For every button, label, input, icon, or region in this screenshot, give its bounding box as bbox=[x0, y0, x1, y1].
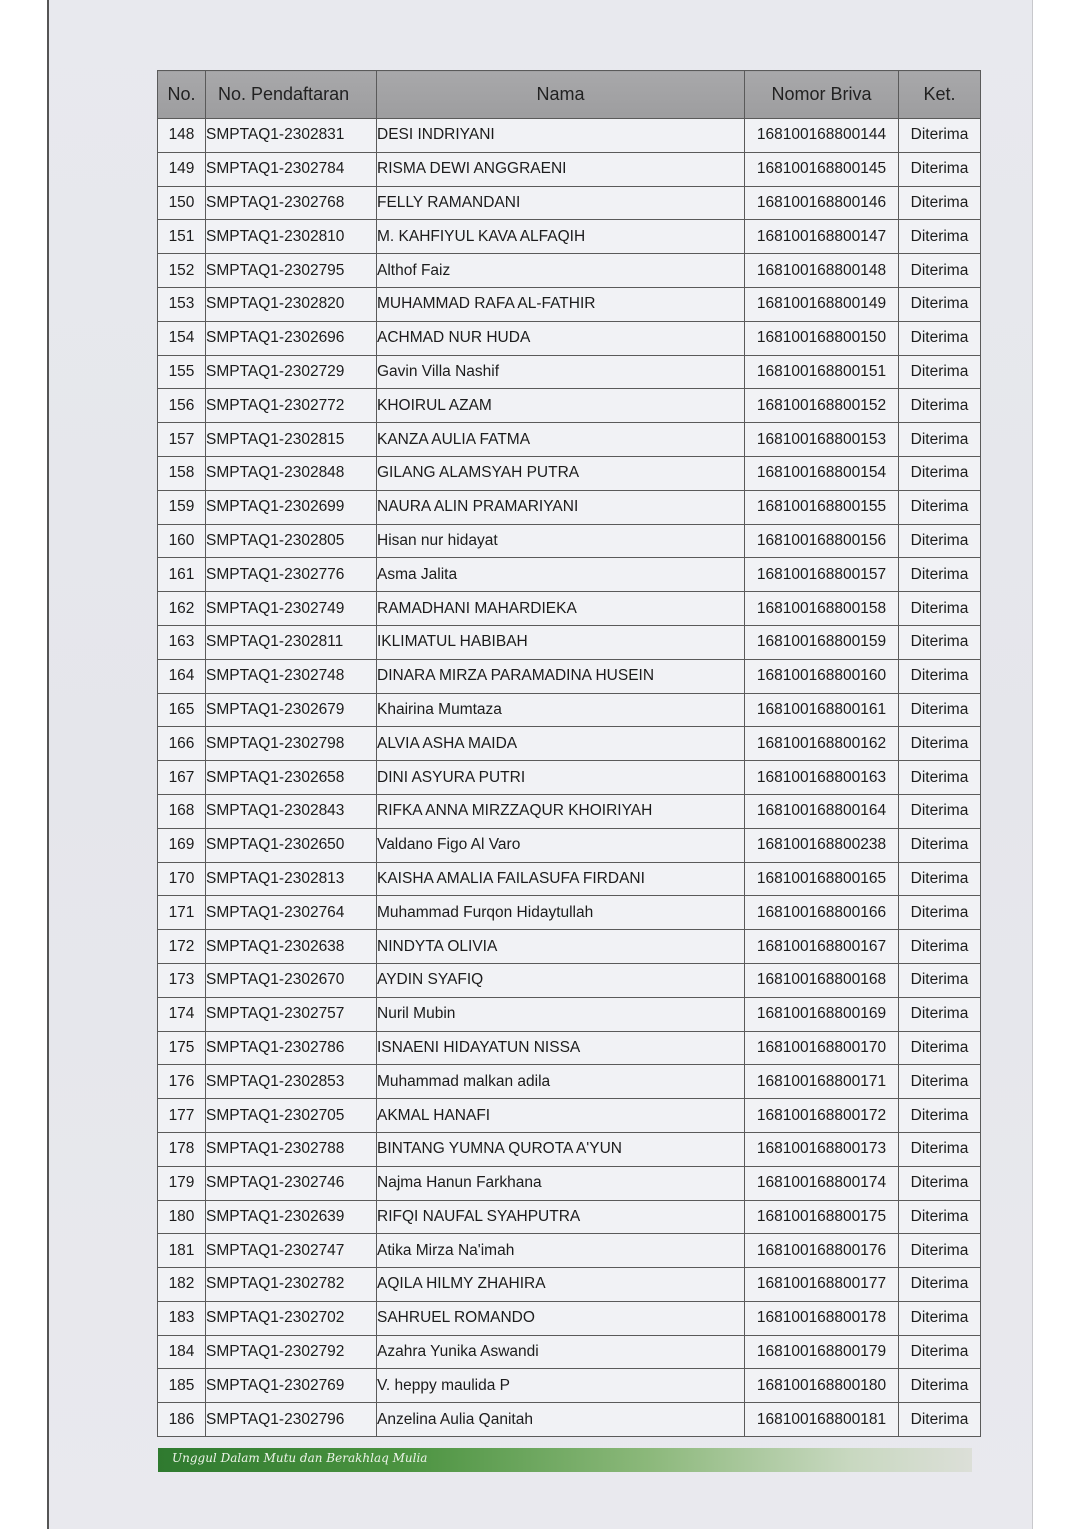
table-row bbox=[158, 152, 981, 186]
registration-number: SMPTAQ1-2302679 bbox=[206, 693, 377, 727]
table-row bbox=[158, 287, 981, 321]
student-name: MUHAMMAD RAFA AL-FATHIR bbox=[377, 287, 745, 321]
row-number: 149 bbox=[158, 152, 206, 186]
row-number: 165 bbox=[158, 693, 206, 727]
table-row bbox=[158, 1031, 981, 1065]
scan-left-margin bbox=[0, 0, 48, 1529]
admission-status: Diterima bbox=[899, 119, 981, 153]
table-row bbox=[158, 997, 981, 1031]
row-number: 167 bbox=[158, 761, 206, 795]
admission-status: Diterima bbox=[899, 896, 981, 930]
briva-number: 168100168800171 bbox=[745, 1065, 899, 1099]
briva-number: 168100168800178 bbox=[745, 1301, 899, 1335]
student-name: RISMA DEWI ANGGRAENI bbox=[377, 152, 745, 186]
registration-number: SMPTAQ1-2302788 bbox=[206, 1132, 377, 1166]
row-number: 164 bbox=[158, 659, 206, 693]
student-name: Atika Mirza Na'imah bbox=[377, 1234, 745, 1268]
row-number: 148 bbox=[158, 119, 206, 153]
admission-status: Diterima bbox=[899, 1335, 981, 1369]
registration-number: SMPTAQ1-2302705 bbox=[206, 1099, 377, 1133]
registration-number: SMPTAQ1-2302848 bbox=[206, 456, 377, 490]
registration-number: SMPTAQ1-2302786 bbox=[206, 1031, 377, 1065]
table-row bbox=[158, 1166, 981, 1200]
admission-status: Diterima bbox=[899, 186, 981, 220]
student-name: BINTANG YUMNA QUROTA A'YUN bbox=[377, 1132, 745, 1166]
admission-status: Diterima bbox=[899, 1301, 981, 1335]
briva-number: 168100168800169 bbox=[745, 997, 899, 1031]
admission-status: Diterima bbox=[899, 1031, 981, 1065]
registration-number: SMPTAQ1-2302702 bbox=[206, 1301, 377, 1335]
briva-number: 168100168800146 bbox=[745, 186, 899, 220]
student-name: ALVIA ASHA MAIDA bbox=[377, 727, 745, 761]
table-row bbox=[158, 490, 981, 524]
scan-right-edge bbox=[1032, 0, 1033, 1529]
table-row bbox=[158, 693, 981, 727]
row-number: 172 bbox=[158, 930, 206, 964]
student-name: DINI ASYURA PUTRI bbox=[377, 761, 745, 795]
row-number: 157 bbox=[158, 423, 206, 457]
row-number: 153 bbox=[158, 287, 206, 321]
admission-status: Diterima bbox=[899, 659, 981, 693]
briva-number: 168100168800165 bbox=[745, 862, 899, 896]
student-name: Muhammad malkan adila bbox=[377, 1065, 745, 1099]
admission-status: Diterima bbox=[899, 287, 981, 321]
table-row bbox=[158, 423, 981, 457]
header-name: Nama bbox=[377, 71, 745, 119]
registration-number: SMPTAQ1-2302782 bbox=[206, 1268, 377, 1302]
row-number: 180 bbox=[158, 1200, 206, 1234]
row-number: 152 bbox=[158, 254, 206, 288]
footer-banner bbox=[158, 1448, 972, 1472]
briva-number: 168100168800147 bbox=[745, 220, 899, 254]
row-number: 150 bbox=[158, 186, 206, 220]
admission-status: Diterima bbox=[899, 558, 981, 592]
table-row bbox=[158, 727, 981, 761]
briva-number: 168100168800151 bbox=[745, 355, 899, 389]
admission-status: Diterima bbox=[899, 1166, 981, 1200]
student-name: AYDIN SYAFIQ bbox=[377, 963, 745, 997]
briva-number: 168100168800157 bbox=[745, 558, 899, 592]
briva-number: 168100168800158 bbox=[745, 592, 899, 626]
student-name: Muhammad Furqon Hidaytullah bbox=[377, 896, 745, 930]
admission-status: Diterima bbox=[899, 254, 981, 288]
registration-number: SMPTAQ1-2302769 bbox=[206, 1369, 377, 1403]
table-body bbox=[158, 119, 981, 1437]
table-row bbox=[158, 220, 981, 254]
row-number: 184 bbox=[158, 1335, 206, 1369]
table-row bbox=[158, 119, 981, 153]
registration-number: SMPTAQ1-2302798 bbox=[206, 727, 377, 761]
admission-status: Diterima bbox=[899, 524, 981, 558]
table-row bbox=[158, 625, 981, 659]
briva-number: 168100168800149 bbox=[745, 287, 899, 321]
admission-status: Diterima bbox=[899, 1132, 981, 1166]
table-row bbox=[158, 1403, 981, 1437]
row-number: 178 bbox=[158, 1132, 206, 1166]
footer-motto: Unggul Dalam Mutu dan Berakhlaq Mulia bbox=[172, 1451, 428, 1465]
registration-number: SMPTAQ1-2302796 bbox=[206, 1403, 377, 1437]
row-number: 182 bbox=[158, 1268, 206, 1302]
table-row bbox=[158, 592, 981, 626]
admission-status: Diterima bbox=[899, 963, 981, 997]
row-number: 175 bbox=[158, 1031, 206, 1065]
registration-number: SMPTAQ1-2302749 bbox=[206, 592, 377, 626]
table-row bbox=[158, 1301, 981, 1335]
header-briva: Nomor Briva bbox=[745, 71, 899, 119]
table-row bbox=[158, 659, 981, 693]
briva-number: 168100168800179 bbox=[745, 1335, 899, 1369]
student-name: AKMAL HANAFI bbox=[377, 1099, 745, 1133]
briva-number: 168100168800162 bbox=[745, 727, 899, 761]
registration-number: SMPTAQ1-2302638 bbox=[206, 930, 377, 964]
admission-status: Diterima bbox=[899, 997, 981, 1031]
briva-number: 168100168800174 bbox=[745, 1166, 899, 1200]
row-number: 179 bbox=[158, 1166, 206, 1200]
table-header-row bbox=[158, 71, 981, 119]
briva-number: 168100168800173 bbox=[745, 1132, 899, 1166]
admission-status: Diterima bbox=[899, 490, 981, 524]
registration-number: SMPTAQ1-2302747 bbox=[206, 1234, 377, 1268]
student-name: V. heppy maulida P bbox=[377, 1369, 745, 1403]
student-name: Nuril Mubin bbox=[377, 997, 745, 1031]
student-name: RIFKA ANNA MIRZZAQUR KHOIRIYAH bbox=[377, 794, 745, 828]
student-name: Valdano Figo Al Varo bbox=[377, 828, 745, 862]
table-row bbox=[158, 862, 981, 896]
table-row bbox=[158, 254, 981, 288]
student-name: GILANG ALAMSYAH PUTRA bbox=[377, 456, 745, 490]
registration-number: SMPTAQ1-2302776 bbox=[206, 558, 377, 592]
registration-number: SMPTAQ1-2302811 bbox=[206, 625, 377, 659]
registration-number: SMPTAQ1-2302810 bbox=[206, 220, 377, 254]
student-name: FELLY RAMANDANI bbox=[377, 186, 745, 220]
row-number: 154 bbox=[158, 321, 206, 355]
row-number: 174 bbox=[158, 997, 206, 1031]
student-name: NINDYTA OLIVIA bbox=[377, 930, 745, 964]
admission-status: Diterima bbox=[899, 423, 981, 457]
briva-number: 168100168800180 bbox=[745, 1369, 899, 1403]
table-row bbox=[158, 558, 981, 592]
registration-number: SMPTAQ1-2302813 bbox=[206, 862, 377, 896]
registration-number: SMPTAQ1-2302746 bbox=[206, 1166, 377, 1200]
briva-number: 168100168800160 bbox=[745, 659, 899, 693]
briva-number: 168100168800154 bbox=[745, 456, 899, 490]
registration-number: SMPTAQ1-2302748 bbox=[206, 659, 377, 693]
registration-number: SMPTAQ1-2302843 bbox=[206, 794, 377, 828]
student-name: NAURA ALIN PRAMARIYANI bbox=[377, 490, 745, 524]
registration-number: SMPTAQ1-2302792 bbox=[206, 1335, 377, 1369]
student-name: SAHRUEL ROMANDO bbox=[377, 1301, 745, 1335]
row-number: 181 bbox=[158, 1234, 206, 1268]
table-row bbox=[158, 355, 981, 389]
table-row bbox=[158, 828, 981, 862]
briva-number: 168100168800148 bbox=[745, 254, 899, 288]
admission-status: Diterima bbox=[899, 1200, 981, 1234]
registration-number: SMPTAQ1-2302853 bbox=[206, 1065, 377, 1099]
row-number: 170 bbox=[158, 862, 206, 896]
table-row bbox=[158, 1200, 981, 1234]
briva-number: 168100168800177 bbox=[745, 1268, 899, 1302]
admission-status: Diterima bbox=[899, 1099, 981, 1133]
admission-status: Diterima bbox=[899, 152, 981, 186]
student-name: AQILA HILMY ZHAHIRA bbox=[377, 1268, 745, 1302]
student-name: IKLIMATUL HABIBAH bbox=[377, 625, 745, 659]
briva-number: 168100168800170 bbox=[745, 1031, 899, 1065]
table-row bbox=[158, 963, 981, 997]
row-number: 177 bbox=[158, 1099, 206, 1133]
admission-status: Diterima bbox=[899, 761, 981, 795]
student-name: RIFQI NAUFAL SYAHPUTRA bbox=[377, 1200, 745, 1234]
student-name: Azahra Yunika Aswandi bbox=[377, 1335, 745, 1369]
admission-status: Diterima bbox=[899, 1369, 981, 1403]
briva-number: 168100168800181 bbox=[745, 1403, 899, 1437]
row-number: 158 bbox=[158, 456, 206, 490]
briva-number: 168100168800168 bbox=[745, 963, 899, 997]
registration-number: SMPTAQ1-2302757 bbox=[206, 997, 377, 1031]
briva-number: 168100168800166 bbox=[745, 896, 899, 930]
admission-status: Diterima bbox=[899, 220, 981, 254]
table-row bbox=[158, 186, 981, 220]
student-name: Anzelina Aulia Qanitah bbox=[377, 1403, 745, 1437]
registration-number: SMPTAQ1-2302670 bbox=[206, 963, 377, 997]
student-name: KAISHA AMALIA FAILASUFA FIRDANI bbox=[377, 862, 745, 896]
student-name: Althof Faiz bbox=[377, 254, 745, 288]
student-name: KANZA AULIA FATMA bbox=[377, 423, 745, 457]
table-row bbox=[158, 896, 981, 930]
row-number: 176 bbox=[158, 1065, 206, 1099]
row-number: 166 bbox=[158, 727, 206, 761]
briva-number: 168100168800238 bbox=[745, 828, 899, 862]
table-row bbox=[158, 930, 981, 964]
briva-number: 168100168800176 bbox=[745, 1234, 899, 1268]
header-no: No. bbox=[158, 71, 206, 119]
row-number: 183 bbox=[158, 1301, 206, 1335]
registration-number: SMPTAQ1-2302729 bbox=[206, 355, 377, 389]
row-number: 160 bbox=[158, 524, 206, 558]
briva-number: 168100168800150 bbox=[745, 321, 899, 355]
registration-number: SMPTAQ1-2302699 bbox=[206, 490, 377, 524]
registration-number: SMPTAQ1-2302658 bbox=[206, 761, 377, 795]
row-number: 156 bbox=[158, 389, 206, 423]
registration-number: SMPTAQ1-2302784 bbox=[206, 152, 377, 186]
student-name: DESI INDRIYANI bbox=[377, 119, 745, 153]
admission-status: Diterima bbox=[899, 930, 981, 964]
header-status: Ket. bbox=[899, 71, 981, 119]
table-row bbox=[158, 1132, 981, 1166]
admission-status: Diterima bbox=[899, 592, 981, 626]
briva-number: 168100168800159 bbox=[745, 625, 899, 659]
row-number: 151 bbox=[158, 220, 206, 254]
registration-number: SMPTAQ1-2302764 bbox=[206, 896, 377, 930]
briva-number: 168100168800161 bbox=[745, 693, 899, 727]
briva-number: 168100168800164 bbox=[745, 794, 899, 828]
admission-status: Diterima bbox=[899, 625, 981, 659]
row-number: 169 bbox=[158, 828, 206, 862]
row-number: 163 bbox=[158, 625, 206, 659]
row-number: 173 bbox=[158, 963, 206, 997]
briva-number: 168100168800153 bbox=[745, 423, 899, 457]
admission-status: Diterima bbox=[899, 862, 981, 896]
admission-status: Diterima bbox=[899, 727, 981, 761]
table-row bbox=[158, 1099, 981, 1133]
table-row bbox=[158, 389, 981, 423]
table-row bbox=[158, 1234, 981, 1268]
admission-status: Diterima bbox=[899, 1234, 981, 1268]
student-name: RAMADHANI MAHARDIEKA bbox=[377, 592, 745, 626]
admission-status: Diterima bbox=[899, 355, 981, 389]
admission-status: Diterima bbox=[899, 693, 981, 727]
row-number: 171 bbox=[158, 896, 206, 930]
student-name: ACHMAD NUR HUDA bbox=[377, 321, 745, 355]
registration-number: SMPTAQ1-2302768 bbox=[206, 186, 377, 220]
scan-right-margin bbox=[1032, 0, 1080, 1529]
student-name: Hisan nur hidayat bbox=[377, 524, 745, 558]
table-row bbox=[158, 456, 981, 490]
student-name: Najma Hanun Farkhana bbox=[377, 1166, 745, 1200]
table-row bbox=[158, 524, 981, 558]
admission-status: Diterima bbox=[899, 389, 981, 423]
row-number: 155 bbox=[158, 355, 206, 389]
registration-number: SMPTAQ1-2302772 bbox=[206, 389, 377, 423]
briva-number: 168100168800172 bbox=[745, 1099, 899, 1133]
table-row bbox=[158, 1335, 981, 1369]
admission-status: Diterima bbox=[899, 1268, 981, 1302]
briva-number: 168100168800167 bbox=[745, 930, 899, 964]
registration-number: SMPTAQ1-2302831 bbox=[206, 119, 377, 153]
registration-number: SMPTAQ1-2302820 bbox=[206, 287, 377, 321]
registration-number: SMPTAQ1-2302639 bbox=[206, 1200, 377, 1234]
student-name: ISNAENI HIDAYATUN NISSA bbox=[377, 1031, 745, 1065]
briva-number: 168100168800175 bbox=[745, 1200, 899, 1234]
admission-table bbox=[157, 70, 981, 1437]
row-number: 186 bbox=[158, 1403, 206, 1437]
briva-number: 168100168800163 bbox=[745, 761, 899, 795]
student-name: DINARA MIRZA PARAMADINA HUSEIN bbox=[377, 659, 745, 693]
registration-number: SMPTAQ1-2302650 bbox=[206, 828, 377, 862]
row-number: 161 bbox=[158, 558, 206, 592]
briva-number: 168100168800152 bbox=[745, 389, 899, 423]
registration-number: SMPTAQ1-2302815 bbox=[206, 423, 377, 457]
student-name: M. KAHFIYUL KAVA ALFAQIH bbox=[377, 220, 745, 254]
row-number: 185 bbox=[158, 1369, 206, 1403]
row-number: 162 bbox=[158, 592, 206, 626]
student-name: Khairina Mumtaza bbox=[377, 693, 745, 727]
table-row bbox=[158, 321, 981, 355]
table-row bbox=[158, 1065, 981, 1099]
row-number: 168 bbox=[158, 794, 206, 828]
row-number: 159 bbox=[158, 490, 206, 524]
student-name: KHOIRUL AZAM bbox=[377, 389, 745, 423]
admission-status: Diterima bbox=[899, 828, 981, 862]
admission-status: Diterima bbox=[899, 456, 981, 490]
briva-number: 168100168800155 bbox=[745, 490, 899, 524]
table-row bbox=[158, 1369, 981, 1403]
admission-status: Diterima bbox=[899, 321, 981, 355]
briva-number: 168100168800145 bbox=[745, 152, 899, 186]
table-row bbox=[158, 761, 981, 795]
briva-number: 168100168800144 bbox=[745, 119, 899, 153]
briva-number: 168100168800156 bbox=[745, 524, 899, 558]
admission-status: Diterima bbox=[899, 1403, 981, 1437]
table-row bbox=[158, 794, 981, 828]
admission-status: Diterima bbox=[899, 1065, 981, 1099]
student-name: Gavin Villa Nashif bbox=[377, 355, 745, 389]
student-name: Asma Jalita bbox=[377, 558, 745, 592]
registration-number: SMPTAQ1-2302805 bbox=[206, 524, 377, 558]
registration-number: SMPTAQ1-2302696 bbox=[206, 321, 377, 355]
admission-status: Diterima bbox=[899, 794, 981, 828]
registration-number: SMPTAQ1-2302795 bbox=[206, 254, 377, 288]
table-row bbox=[158, 1268, 981, 1302]
header-registration: No. Pendaftaran bbox=[206, 71, 377, 119]
